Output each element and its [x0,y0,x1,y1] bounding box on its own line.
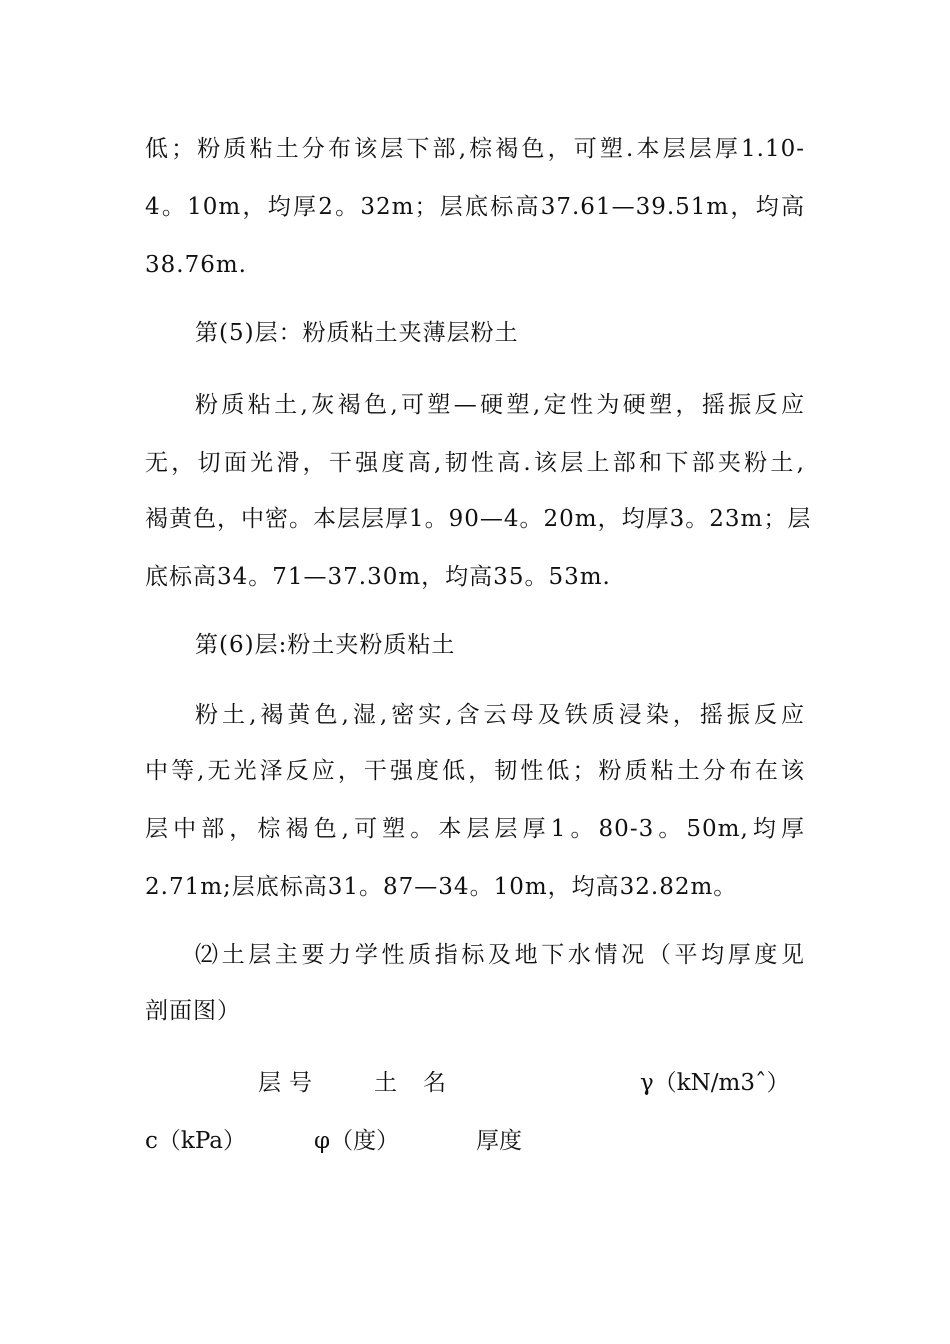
header-cohesion: c（kPa） [145,1128,246,1154]
header-phi: φ（度） [314,1128,400,1154]
header-thickness: 厚度 [476,1128,522,1154]
header-gamma: γ（kN/m3ˆ） [640,1070,790,1096]
section-heading-layer-6: 第(6)层:粉土夹粉质粘土 [195,632,456,658]
paragraph-line: 中等,无光泽反应，干强度低，韧性低；粉质粘土分布在该 [145,758,805,784]
paragraph-line: 粉质粘土,灰褐色,可塑—硬塑,定性为硬塑，摇振反应 [195,392,805,418]
header-layer-no: 层号 [258,1070,320,1096]
header-soil-name: 土名 [374,1070,472,1096]
paragraph-line: 褐黄色，中密。本层层厚1。90—4。20m，均厚3。23m；层 [145,506,812,532]
section-heading-layer-5: 第(5)层：粉质粘土夹薄层粉土 [195,320,519,346]
paragraph-line: 层中部，棕褐色,可塑。本层层厚1。80-3。50m,均厚 [145,816,805,842]
paragraph-line: 剖面图） [145,998,241,1024]
paragraph-line: 无，切面光滑，干强度高,韧性高.该层上部和下部夹粉土, [145,450,805,476]
paragraph-line: 低；粉质粘土分布该层下部,棕褐色，可塑.本层层厚1.10- [145,136,805,162]
paragraph-line: 底标高34。71—37.30m，均高35。53m. [145,564,611,590]
paragraph-line: 38.76m. [145,252,247,278]
paragraph-line: 2.71m;层底标高31。87—34。10m，均高32.82m。 [145,874,738,900]
paragraph-line: 4。10m，均厚2。32m；层底标高37.61—39.51m，均高 [145,194,805,220]
paragraph-line: 粉土,褐黄色,湿,密实,含云母及铁质浸染，摇振反应 [195,702,805,728]
section-heading-mechanics: ⑵土层主要力学性质指标及地下水情况（平均厚度见 [195,942,805,968]
